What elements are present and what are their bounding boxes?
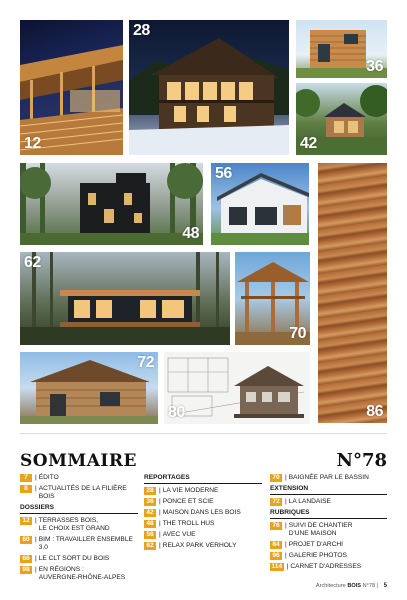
page-badge: 7 xyxy=(20,474,32,482)
photo-house-with-view xyxy=(211,163,309,245)
toc-entry-label: LA VIE MODERNE xyxy=(162,487,219,494)
page-badge: 66 xyxy=(20,555,32,563)
magazine-name-bold: BOIS xyxy=(347,583,362,589)
toc-entry[interactable]: 114 | CARNET D'ADRESSES xyxy=(271,563,362,570)
photo-black-troll-house xyxy=(20,163,203,245)
photo-page-number: 48 xyxy=(182,225,199,242)
toc-entry[interactable]: 70 | BAIGNÉE PAR LE BASSIN xyxy=(270,474,387,482)
divider xyxy=(20,433,387,434)
section-header-reportages: REPORTAGES xyxy=(144,474,262,484)
toc-entry-label: GALERIE PHOTOS xyxy=(288,552,347,559)
photo-page-number: 36 xyxy=(366,58,383,75)
page-badge: 42 xyxy=(144,509,156,517)
issue-number: N°78 xyxy=(336,450,387,471)
toc-entry-label: PONCE ET SCIE xyxy=(162,498,214,505)
toc-entry-label: ACTUALITÉS DE LA FILIÈRE BOIS xyxy=(38,485,127,500)
magazine-name-prefix: Architecture xyxy=(315,583,346,589)
footer-separator: | xyxy=(376,583,379,589)
toc-entry[interactable]: 28 | LA VIE MODERNE xyxy=(144,487,262,495)
page-badge: 96 xyxy=(270,552,282,560)
photo-page-number: 12 xyxy=(24,135,41,152)
toc-entry[interactable]: 84 | PROJET D'ARCHI xyxy=(270,541,387,549)
page-badge: 8 xyxy=(20,485,32,493)
photo-architecture-drawing xyxy=(164,352,310,424)
photo-page-number: 70 xyxy=(289,325,306,342)
toc-entry[interactable]: 96 | GALERIE PHOTOS xyxy=(270,552,387,560)
toc-entry[interactable]: 66 | LE CLT SORT DU BOIS xyxy=(20,555,138,563)
page-title: SOMMAIRE xyxy=(20,451,137,471)
photo-la-landaise xyxy=(20,352,158,424)
photo-wood-cube-house xyxy=(296,20,387,78)
toc-entry-label: BAIGNÉE PAR LE BASSIN xyxy=(288,474,369,481)
toc-entry[interactable]: 7 | ÉDITO xyxy=(20,474,138,482)
section-header-extension: EXTENSION xyxy=(270,485,387,495)
toc-entry-label: MAISON DANS LES BOIS xyxy=(162,509,241,516)
photo-page-number: 56 xyxy=(215,165,232,182)
photo-terrace-night xyxy=(20,20,123,155)
photo-pavilion-illustration xyxy=(20,252,230,345)
page-badge: 62 xyxy=(144,542,156,550)
photo-relax-park-pavilion xyxy=(20,252,230,345)
toc-entry[interactable]: 72 | LA LANDAISE xyxy=(270,498,387,506)
photo-page-number: 86 xyxy=(366,403,383,420)
page-badge: 76 xyxy=(270,522,282,530)
toc-entry-label: LE CLT SORT DU BOIS xyxy=(38,555,110,562)
toc-entry-label: ÉDITO xyxy=(38,474,59,481)
toc-entry-label: LA LANDAISE xyxy=(288,498,331,505)
photo-page-number: 62 xyxy=(24,254,41,271)
toc-entry-label: BIM : TRAVAILLER ENSEMBLE 3.0 xyxy=(38,536,133,551)
photo-page-number: 72 xyxy=(137,354,154,371)
page-badge: 60 xyxy=(20,536,32,544)
toc-entry-label: THE TROLL HUS xyxy=(162,520,215,527)
toc-entry-label: RELAX PARK VERHOLY xyxy=(162,542,237,549)
toc-entry-label: TERRASSES BOIS, LE CHOIX EST GRAND xyxy=(38,517,110,532)
toc-entry[interactable]: 98 | EN RÉGIONS : AUVERGNE-RHÔNE-ALPES xyxy=(20,566,138,582)
page-badge: 36 xyxy=(144,498,156,506)
page-badge: 48 xyxy=(144,520,156,528)
page-badge: 114 xyxy=(271,563,283,570)
toc-entry[interactable]: 12 | TERRASSES BOIS, LE CHOIX EST GRAND xyxy=(20,517,138,533)
page-number: 5 xyxy=(383,583,387,589)
toc-entry-label: PROJET D'ARCHI xyxy=(288,541,343,548)
footer-issue: N°78 xyxy=(362,583,376,589)
photo-chalet-winter xyxy=(129,20,289,155)
photo-wood-texture xyxy=(318,163,387,423)
page-badge: 12 xyxy=(20,517,32,525)
page-badge: 98 xyxy=(20,566,32,574)
toc-entry[interactable]: 56 | AVEC VUE xyxy=(144,531,262,539)
page-badge: 70 xyxy=(270,474,282,482)
toc-column-3 xyxy=(270,474,387,574)
toc-column-1 xyxy=(20,474,138,585)
toc-entry-label: AVEC VUE xyxy=(162,531,196,538)
photo-pool-pavilion xyxy=(235,252,310,345)
photo-page-number: 28 xyxy=(133,22,150,39)
toc-entry[interactable]: 76 | SUIVI DE CHANTIER D'UNE MAISON xyxy=(270,522,387,538)
section-header-rubriques: RUBRIQUES xyxy=(270,509,387,519)
photo-page-number: 80 xyxy=(168,404,185,421)
page-badge: 72 xyxy=(270,498,282,506)
section-header-dossiers: DOSSIERS xyxy=(20,504,138,514)
page-badge: 28 xyxy=(144,487,156,495)
toc-entry[interactable]: 48 | THE TROLL HUS xyxy=(144,520,262,528)
photo-troll-house-illustration xyxy=(20,163,203,245)
toc-entry[interactable]: 42 | MAISON DANS LES BOIS xyxy=(144,509,262,517)
photo-page-number: 42 xyxy=(300,135,317,152)
photo-drawing-illustration xyxy=(164,352,310,424)
photo-forest-house xyxy=(296,83,387,155)
page-badge: 56 xyxy=(144,531,156,539)
toc-entry[interactable]: 62 | RELAX PARK VERHOLY xyxy=(144,542,262,550)
toc-entry[interactable]: 36 | PONCE ET SCIE xyxy=(144,498,262,506)
page-badge: 84 xyxy=(270,541,282,549)
photo-chalet-illustration xyxy=(129,20,289,155)
page-footer xyxy=(316,583,387,589)
toc-column-2 xyxy=(144,474,262,553)
toc-entry-label: SUIVI DE CHANTIER D'UNE MAISON xyxy=(288,522,353,537)
toc-entry-label: EN RÉGIONS : AUVERGNE-RHÔNE-ALPES xyxy=(38,566,126,581)
toc-entry[interactable]: 60 | BIM : TRAVAILLER ENSEMBLE 3.0 xyxy=(20,536,138,552)
toc-entry-label: CARNET D'ADRESSES xyxy=(290,563,362,570)
toc-entry[interactable]: 8 | ACTUALITÉS DE LA FILIÈRE BOIS xyxy=(20,485,138,501)
